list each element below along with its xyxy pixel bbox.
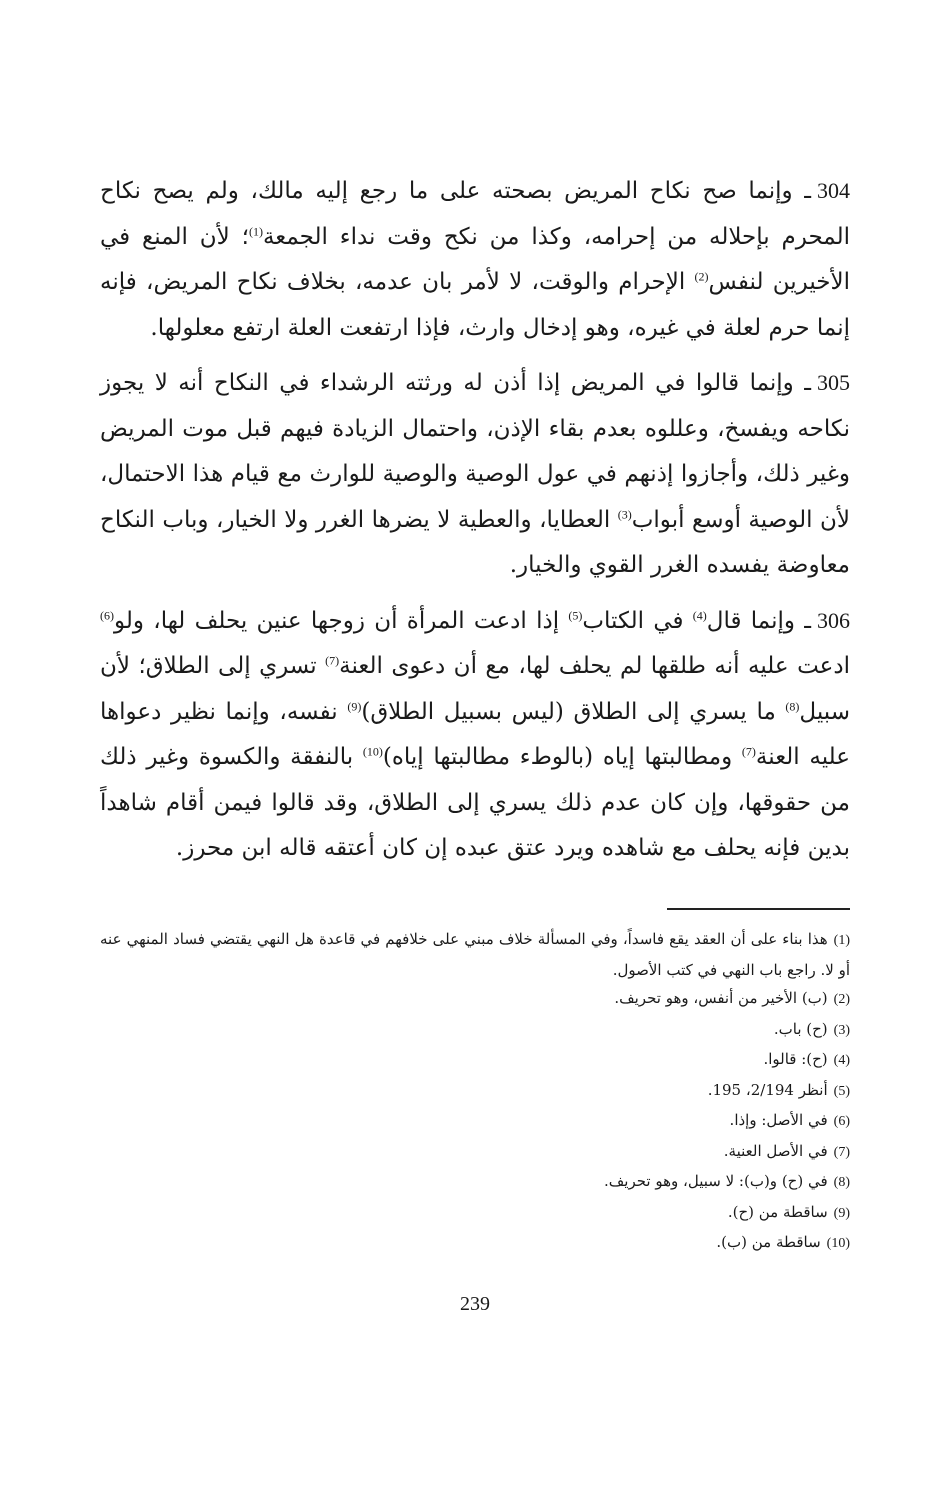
paragraph-304: 304ـ وإنما صح نكاح المريض بصحته على ما رجع إليه مالك، ولم يصح نكاح المحرم بإحلاله من إحرامه، وكذا من نكح وقت نداء الجمعة$^{(1)}$؛ لأن المنع في الأخيرين لنفس$^{(2)}$ الإحرام والوقت، لا لأمر بان عدمه، بخلاف نكاح المريض، فإنه إنما حرم لعلة في غيره، وهو إدخال وارث، فإذا ارتفعت العلة ارتفع معلولها. bbox=[100, 178, 851, 341]
footnotes bbox=[100, 925, 850, 1259]
footnote-ref[interactable]: (4) bbox=[692, 607, 707, 622]
footnote-9: (9)ساقطة من (ح). bbox=[727, 1202, 850, 1221]
footnote-number: (6) bbox=[833, 1114, 850, 1129]
footnote-separator bbox=[667, 908, 850, 910]
footnote-ref[interactable]: (7) bbox=[741, 744, 756, 759]
footnote-number: (7) bbox=[833, 1144, 850, 1160]
footnote-ref[interactable]: (7) bbox=[325, 653, 340, 668]
paragraph-number: 306 bbox=[817, 607, 850, 633]
footnote-ref[interactable]: (9) bbox=[347, 698, 362, 713]
footnote-7: (7)في الأصل العنية. bbox=[723, 1141, 850, 1160]
footnote-number: (9) bbox=[833, 1205, 850, 1221]
footnote-3: (3)(ح) باب. bbox=[773, 1019, 850, 1038]
footnote-10: (10)ساقطة من (ب). bbox=[716, 1233, 850, 1251]
footnote-5: (5)أنظر 2/194، 195. bbox=[707, 1080, 850, 1099]
footnote-1: (1)هذا بناء على أن العقد يقع فاسداً، وفي المسألة خلاف مبني على خلافهم في قاعدة هل النهي يقتضي فساد المنهي عنه أو لا. راجع باب النهي في كتب الأصول. bbox=[100, 930, 850, 979]
paragraph-305: 305ـ وإنما قالوا في المريض إذا أذن له ورثته الرشداء في النكاح أنه لا يجوز نكاحه ويفسخ، وعللوه بعدم بقاء الإذن، واحتمال الزيادة فيهم قبل موت المريض وغير ذلك، وأجازوا إذنهم في عول الوصية والوصية للوارث مع قيام هذا الاحتمال، لأن الوصية أوسع أبواب$^{(3)}$ العطايا، والعطية لا يضرها الغرر ولا الخيار، وباب النكاح معاوضة يفسده الغرر القوي والخيار. bbox=[100, 370, 850, 578]
footnote-number: (4) bbox=[833, 1053, 850, 1068]
footnote-4: (4)(ح): قالوا. bbox=[763, 1050, 850, 1068]
footnote-number: (8) bbox=[833, 1175, 850, 1190]
footnote-ref[interactable]: (6) bbox=[100, 607, 114, 622]
footnote-8: (8)في (ح) و(ب): لا سبيل، وهو تحريف. bbox=[603, 1172, 850, 1190]
footnote-6: (6)في الأصل: وإذا. bbox=[729, 1111, 850, 1129]
footnote-number: (10) bbox=[826, 1236, 850, 1251]
page-number: 239 bbox=[460, 1293, 490, 1315]
footnote-ref[interactable]: (10) bbox=[362, 744, 383, 759]
footnote-ref[interactable]: (5) bbox=[568, 607, 583, 622]
paragraph-306: 306ـ وإنما قال$^{(4)}$ في الكتاب$^{(5)}$ إذا ادعت المرأة أن زوجها عنين يحلف لها، ولو$^{(6)}$ ادعت عليه أنه طلقها لم يحلف لها، مع أن دعوى العنة$^{(7)}$ تسري إلى الطلاق؛ لأن سبيل$^{(8)}$ ما يسري إلى الطلاق (ليس بسبيل الطلاق)$^{(9)}$ نفسه، وإنما نظير دعواها عليه العنة$^{(7)}$ ومطالبتها إياه (بالوطء مطالبتها إياه)$^{(10)}$ بالنفقة والكسوة وغير ذلك من حقوقها، وإن كان عدم ذلك يسري إلى الطلاق، وقد قالوا فيمن أقام شاهداً بدين فإنه يحلف مع شاهده ويرد عتق عبده إن كان أعتقه قاله ابن محرز. bbox=[100, 607, 851, 861]
footnote-2: (2)(ب) الأخير من أنفس، وهو تحريف. bbox=[614, 989, 850, 1007]
footnote-ref[interactable]: (8) bbox=[785, 698, 800, 713]
paragraph-number: 305 bbox=[817, 370, 850, 395]
footnote-number: (1) bbox=[833, 933, 850, 948]
footnote-ref[interactable]: (3) bbox=[617, 506, 632, 521]
footnote-ref[interactable]: (2) bbox=[694, 269, 709, 284]
footnote-number: (3) bbox=[833, 1022, 850, 1038]
main-text bbox=[100, 168, 850, 881]
footnote-number: (5) bbox=[833, 1083, 850, 1099]
footnote-ref[interactable]: (1) bbox=[248, 223, 263, 238]
footnote-number: (2) bbox=[833, 992, 850, 1007]
paragraph-number: 304 bbox=[817, 178, 850, 203]
